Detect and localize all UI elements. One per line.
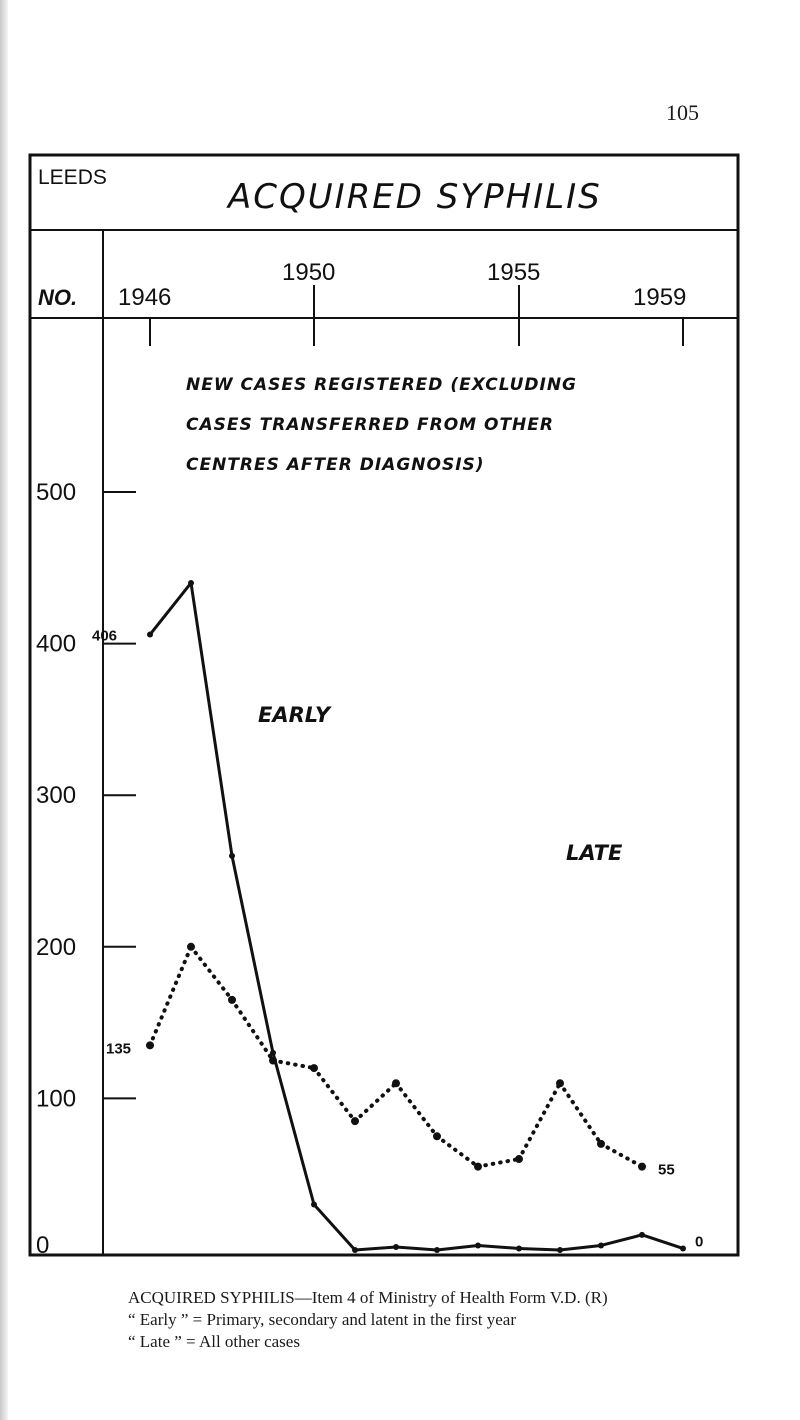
series-segment	[273, 1061, 314, 1069]
series-segment	[437, 1245, 478, 1250]
figure-caption	[128, 1287, 748, 1353]
y-tick-label: 300	[36, 782, 77, 810]
data-point	[147, 632, 153, 638]
data-point	[474, 1163, 482, 1171]
y-axis-label: NO.	[38, 285, 78, 310]
y-tick-label: 200	[36, 933, 77, 961]
data-point	[475, 1242, 481, 1248]
series-segment	[601, 1144, 642, 1167]
data-label: 406	[92, 627, 118, 645]
series-segment	[478, 1245, 519, 1248]
x-tick-label: 1955	[487, 259, 541, 286]
x-tick-label: 1959	[633, 284, 687, 311]
caption-line-3: “ Late ” = All other cases	[128, 1332, 300, 1351]
series-segment	[150, 583, 191, 635]
series-segment	[642, 1235, 683, 1249]
data-point	[597, 1140, 605, 1148]
y-tick-label: 0	[36, 1232, 50, 1259]
chart-frame	[30, 155, 738, 1255]
series-late	[146, 943, 646, 1171]
series-segment	[519, 1248, 560, 1250]
y-tick-label: 400	[36, 630, 77, 658]
series-segment	[191, 947, 232, 1000]
caption-line-2: “ Early ” = Primary, secondary and latent in the first year	[128, 1310, 517, 1329]
data-point	[310, 1064, 318, 1072]
subtitle-line-3: CENTRES AFTER DIAGNOSIS)	[186, 455, 485, 475]
corner-label: LEEDS	[38, 166, 107, 189]
y-tick-label: 100	[36, 1085, 77, 1113]
data-point	[433, 1132, 441, 1140]
series-segment	[437, 1136, 478, 1166]
x-axis-ticks	[118, 259, 686, 346]
chart-title: ACQUIRED SYPHILIS	[228, 177, 602, 217]
data-point	[434, 1247, 440, 1253]
data-point	[146, 1041, 154, 1049]
data-point	[680, 1245, 686, 1251]
data-point	[598, 1242, 604, 1248]
series-segment	[191, 583, 232, 856]
annotations	[92, 628, 703, 1251]
data-point	[188, 580, 194, 586]
caption-line-1: ACQUIRED SYPHILIS—Item 4 of Ministry of Health Form V.D. (R)	[128, 1288, 608, 1307]
y-tick-label: 500	[36, 479, 77, 506]
data-point	[638, 1163, 646, 1171]
data-point	[351, 1117, 359, 1125]
series-segment	[519, 1083, 560, 1159]
subtitle-line-1: NEW CASES REGISTERED (EXCLUDING	[186, 375, 578, 395]
data-point	[392, 1079, 400, 1087]
series-segment	[355, 1083, 396, 1121]
series-segment	[232, 856, 273, 1053]
series-segment	[273, 1053, 314, 1205]
x-tick-label: 1950	[282, 259, 336, 286]
series-segment	[601, 1235, 642, 1246]
data-point	[393, 1244, 399, 1250]
page-number: 105	[666, 100, 699, 125]
series-segment	[396, 1247, 437, 1250]
data-point	[229, 853, 235, 859]
series-segment	[150, 947, 191, 1046]
data-point	[311, 1202, 317, 1208]
series-segment	[560, 1245, 601, 1250]
data-point	[269, 1057, 277, 1065]
data-label: 0	[695, 1233, 704, 1251]
y-axis-ticks	[36, 479, 136, 1259]
data-label: 55	[658, 1161, 675, 1179]
data-label: 135	[106, 1040, 132, 1058]
data-point	[516, 1245, 522, 1251]
data-point	[187, 943, 195, 951]
series-segment	[396, 1083, 437, 1136]
data-point	[639, 1232, 645, 1238]
data-point	[556, 1079, 564, 1087]
data-point	[352, 1247, 358, 1253]
series-segment	[560, 1083, 601, 1144]
series-segment	[355, 1247, 396, 1250]
legend-label-late: LATE	[566, 841, 623, 865]
series-segment	[314, 1068, 355, 1121]
legend-label-early: EARLY	[258, 703, 331, 727]
subtitle-line-2: CASES TRANSFERRED FROM OTHER	[186, 415, 554, 435]
x-tick-label: 1946	[118, 284, 172, 311]
series-segment	[314, 1205, 355, 1250]
series-segment	[478, 1159, 519, 1167]
data-point	[557, 1247, 563, 1253]
data-point	[228, 996, 236, 1004]
data-point	[515, 1155, 523, 1163]
series-early	[147, 580, 686, 1253]
